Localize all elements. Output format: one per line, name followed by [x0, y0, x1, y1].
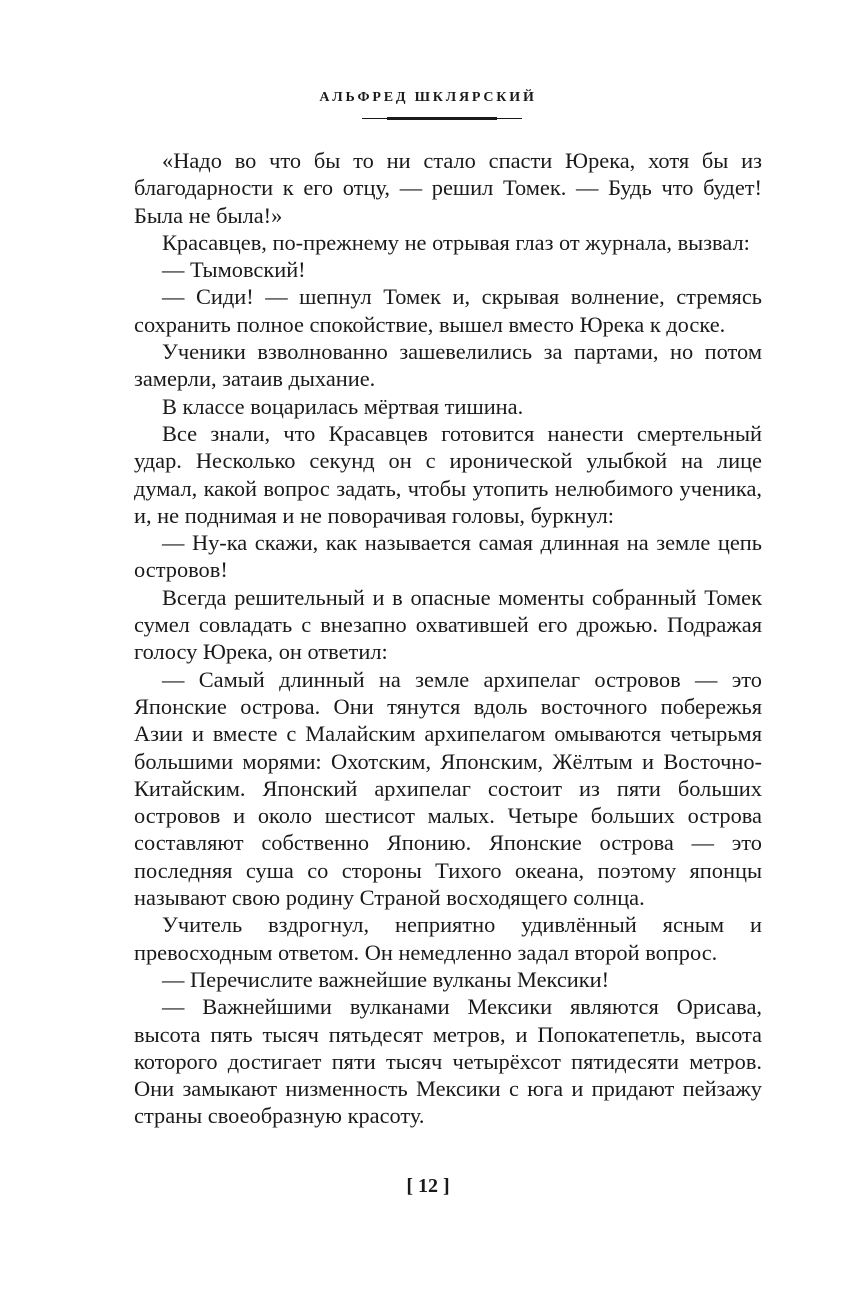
paragraph: — Тымовский!	[162, 257, 306, 283]
paragraph: Ученики взволнованно зашевелились за партами, но потом замерли, затаив дыхание.	[134, 339, 762, 392]
header-rule-thick	[387, 117, 497, 120]
paragraph: — Сиди! — шепнул Томек и, скрывая волнение, стремясь сохранить полное спокойствие, вышел вместо Юрека к доске.	[134, 284, 762, 337]
body-text	[134, 147, 762, 1130]
paragraph: В классе воцарилась мёртвая тишина.	[162, 393, 524, 419]
running-head-title: АЛЬФРЕД ШКЛЯРСКИЙ	[319, 90, 537, 105]
paragraph: — Перечислите важнейшие вулканы Мексики!	[162, 966, 610, 992]
paragraph: Всегда решительный и в опасные моменты собранный Томек сумел совладать с внезапно охватившей его дрожью. Подражая голосу Юрека, он ответил:	[134, 584, 762, 665]
paragraph: Красавцев, по-прежнему не отрывая глаз от журнала, вызвал:	[162, 229, 750, 255]
paragraph: — Важнейшими вулканами Мексики являются Орисава, высота пять тысяч пятьдесят метров, и Попокатепетль, высота которого достигает пяти тысяч четырёхсот пятидесяти метров. Они замыкают низменность Мексики с юга и придают пейзажу страны своеобразную красоту.	[134, 994, 762, 1129]
page-number: [ 12 ]	[406, 1175, 450, 1197]
paragraph: Все знали, что Красавцев готовится нанести смертельный удар. Несколько секунд он с иронической улыбкой на лице думал, какой вопрос задать, чтобы утопить нелюбимого ученика, и, не поднимая и не поворачивая головы, буркнул:	[134, 420, 762, 528]
paragraph: — Самый длинный на земле архипелаг островов — это Японские острова. Они тянутся вдоль восточного побережья Азии и вместе с Малайским архипелагом омываются четырьмя большими морями: Охотским, Японским, Жёлтым и Восточно-Китайским. Японский архипелаг состоит из пяти больших островов и около шестисот малых. Четыре больших острова составляют собственно Японию. Японские острова — это последняя суша со стороны Тихого океана, поэтому японцы называют свою родину Страной восходящего солнца.	[134, 666, 762, 911]
paragraph: «Надо во что бы то ни стало спасти Юрека, хотя бы из благодарности к его отцу, — решил Томек. — Будь что будет! Была не была!»	[134, 148, 762, 228]
paragraph: Учитель вздрогнул, неприятно удивлённый ясным и превосходным ответом. Он немедленно задал второй вопрос.	[134, 912, 762, 965]
paragraph: — Ну-ка скажи, как называется самая длинная на земле цепь островов!	[134, 530, 762, 583]
